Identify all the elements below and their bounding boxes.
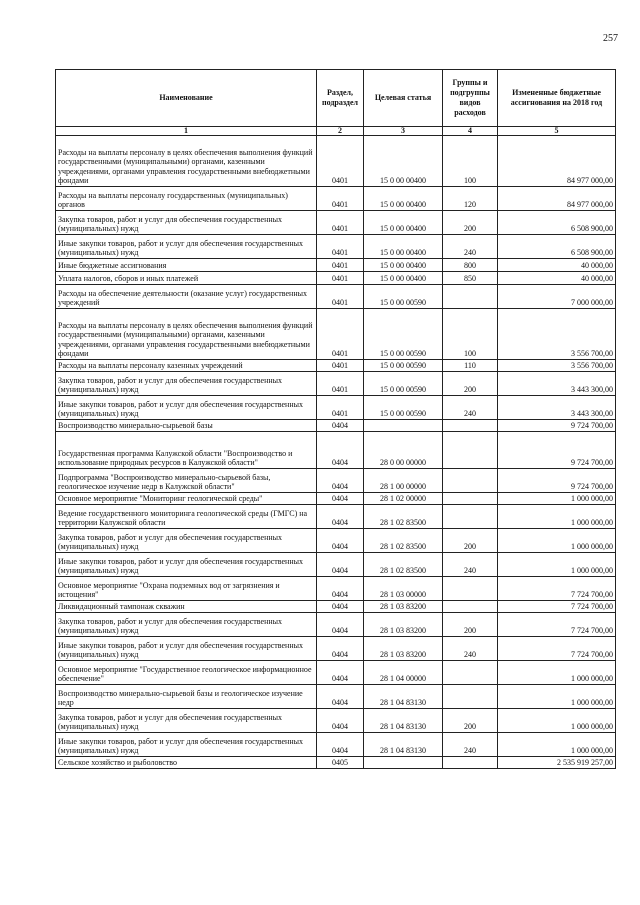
- table-row: [56, 577, 616, 601]
- row-group: 800: [443, 259, 498, 272]
- row-group: 240: [443, 553, 498, 577]
- row-amount: 9 724 700,00: [498, 469, 616, 493]
- row-group: 240: [443, 235, 498, 259]
- row-section: 0404: [317, 709, 364, 733]
- row-amount: 7 724 700,00: [498, 601, 616, 613]
- row-name: Расходы на выплаты персоналу в целях обеспечения выполнения функций государственными (муниципальными) органами, казенными учреждениями, органами управления государственными внебюджетными фондами: [56, 136, 317, 187]
- row-section: 0404: [317, 420, 364, 432]
- row-target: 15 0 00 00590: [364, 372, 443, 396]
- row-name: Расходы на выплаты персоналу казенных учреждений: [56, 360, 317, 372]
- row-group: [443, 757, 498, 769]
- row-name: Расходы на выплаты персоналу государственных (муниципальных) органов: [56, 187, 317, 211]
- row-amount: 1 000 000,00: [498, 553, 616, 577]
- table-row: [56, 309, 616, 360]
- row-group: 200: [443, 709, 498, 733]
- row-name: Иные бюджетные ассигнования: [56, 259, 317, 272]
- table-row: [56, 285, 616, 309]
- row-group: [443, 493, 498, 505]
- header-amount: Измененные бюджетные ассигнования на 2018 год: [498, 70, 616, 127]
- column-number: 2: [317, 127, 364, 136]
- row-target: 28 1 02 00000: [364, 493, 443, 505]
- column-number: 1: [56, 127, 317, 136]
- row-section: 0405: [317, 757, 364, 769]
- row-target: 28 1 03 83200: [364, 601, 443, 613]
- row-name: Сельское хозяйство и рыболовство: [56, 757, 317, 769]
- table-row: [56, 757, 616, 769]
- table-row: [56, 420, 616, 432]
- row-amount: 84 977 000,00: [498, 187, 616, 211]
- row-amount: 3 556 700,00: [498, 360, 616, 372]
- row-group: 240: [443, 637, 498, 661]
- row-name: Закупка товаров, работ и услуг для обеспечения государственных (муниципальных) нужд: [56, 211, 317, 235]
- row-group: 100: [443, 309, 498, 360]
- row-target: 15 0 00 00400: [364, 259, 443, 272]
- row-name: Иные закупки товаров, работ и услуг для обеспечения государственных (муниципальных) нужд: [56, 553, 317, 577]
- table-row: [56, 661, 616, 685]
- table-row: [56, 187, 616, 211]
- row-target: 15 0 00 00590: [364, 396, 443, 420]
- row-section: 0401: [317, 187, 364, 211]
- row-group: 200: [443, 529, 498, 553]
- row-section: 0404: [317, 505, 364, 529]
- row-section: 0404: [317, 469, 364, 493]
- row-amount: 1 000 000,00: [498, 661, 616, 685]
- header-groups: Группы и подгруппы видов расходов: [443, 70, 498, 127]
- row-target: 15 0 00 00400: [364, 211, 443, 235]
- row-target: 28 1 02 83500: [364, 505, 443, 529]
- row-amount: 1 000 000,00: [498, 733, 616, 757]
- table-row: [56, 259, 616, 272]
- row-amount: 40 000,00: [498, 259, 616, 272]
- row-group: [443, 432, 498, 469]
- header-row: [56, 70, 616, 127]
- row-section: 0401: [317, 272, 364, 285]
- row-section: 0404: [317, 661, 364, 685]
- row-name: Ведение государственного мониторинга геологической среды (ГМГС) на территории Калужской области: [56, 505, 317, 529]
- row-section: 0404: [317, 613, 364, 637]
- row-section: 0404: [317, 493, 364, 505]
- row-amount: 1 000 000,00: [498, 685, 616, 709]
- row-name: Подпрограмма "Воспроизводство минерально-сырьевой базы, геологическое изучение недр в Калужской области": [56, 469, 317, 493]
- row-name: Уплата налогов, сборов и иных платежей: [56, 272, 317, 285]
- row-section: 0404: [317, 733, 364, 757]
- row-section: 0401: [317, 211, 364, 235]
- row-target: 28 1 04 83130: [364, 709, 443, 733]
- row-group: 120: [443, 187, 498, 211]
- row-section: 0401: [317, 259, 364, 272]
- row-name: Государственная программа Калужской области "Воспроизводство и использование природных ресурсов в Калужской области": [56, 432, 317, 469]
- row-amount: 7 724 700,00: [498, 637, 616, 661]
- row-section: 0401: [317, 285, 364, 309]
- row-group: 200: [443, 372, 498, 396]
- header-target: Целевая статья: [364, 70, 443, 127]
- row-target: 28 1 00 00000: [364, 469, 443, 493]
- header-section: Раздел, подраздел: [317, 70, 364, 127]
- row-amount: 3 443 300,00: [498, 372, 616, 396]
- row-group: [443, 601, 498, 613]
- row-target: 15 0 00 00590: [364, 285, 443, 309]
- row-target: 15 0 00 00590: [364, 309, 443, 360]
- row-amount: 1 000 000,00: [498, 529, 616, 553]
- table-row: [56, 709, 616, 733]
- row-amount: 84 977 000,00: [498, 136, 616, 187]
- row-section: 0401: [317, 372, 364, 396]
- row-section: 0404: [317, 529, 364, 553]
- row-section: 0401: [317, 396, 364, 420]
- row-section: 0401: [317, 309, 364, 360]
- table-row: [56, 505, 616, 529]
- row-name: Расходы на выплаты персоналу в целях обеспечения выполнения функций государственными (муниципальными) органами, казенными учреждениями, органами управления государственными внебюджетными фондами: [56, 309, 317, 360]
- table-row: [56, 272, 616, 285]
- row-target: 28 0 00 00000: [364, 432, 443, 469]
- row-target: 28 1 03 83200: [364, 637, 443, 661]
- page-number: 257: [603, 33, 618, 44]
- row-amount: 7 724 700,00: [498, 613, 616, 637]
- budget-table: [55, 69, 616, 769]
- row-group: 240: [443, 733, 498, 757]
- row-amount: 7 724 700,00: [498, 577, 616, 601]
- row-target: 15 0 00 00400: [364, 235, 443, 259]
- row-name: Основное мероприятие "Мониторинг геологической среды": [56, 493, 317, 505]
- row-section: 0404: [317, 553, 364, 577]
- row-amount: 9 724 700,00: [498, 432, 616, 469]
- row-group: 200: [443, 211, 498, 235]
- row-group: 110: [443, 360, 498, 372]
- row-group: 200: [443, 613, 498, 637]
- row-amount: 1 000 000,00: [498, 505, 616, 529]
- row-target: 15 0 00 00400: [364, 187, 443, 211]
- table-row: [56, 613, 616, 637]
- row-target: 15 0 00 00400: [364, 272, 443, 285]
- row-name: Ликвидационный тампонаж скважин: [56, 601, 317, 613]
- table-row: [56, 372, 616, 396]
- row-name: Основное мероприятие "Охрана подземных вод от загрязнения и истощения": [56, 577, 317, 601]
- row-name: Закупка товаров, работ и услуг для обеспечения государственных (муниципальных) нужд: [56, 709, 317, 733]
- row-section: 0404: [317, 637, 364, 661]
- row-amount: 3 556 700,00: [498, 309, 616, 360]
- row-section: 0401: [317, 235, 364, 259]
- header-name: Наименование: [56, 70, 317, 127]
- table-row: [56, 211, 616, 235]
- table-row: [56, 360, 616, 372]
- column-number: 5: [498, 127, 616, 136]
- row-group: [443, 685, 498, 709]
- column-number: 3: [364, 127, 443, 136]
- row-amount: 40 000,00: [498, 272, 616, 285]
- row-section: 0404: [317, 685, 364, 709]
- table-row: [56, 601, 616, 613]
- row-target: 28 1 02 83500: [364, 529, 443, 553]
- row-group: [443, 420, 498, 432]
- row-target: [364, 757, 443, 769]
- table-row: [56, 529, 616, 553]
- table-row: [56, 469, 616, 493]
- row-name: Закупка товаров, работ и услуг для обеспечения государственных (муниципальных) нужд: [56, 613, 317, 637]
- row-name: Закупка товаров, работ и услуг для обеспечения государственных (муниципальных) нужд: [56, 529, 317, 553]
- column-number: 4: [443, 127, 498, 136]
- table-row: [56, 493, 616, 505]
- row-amount: 6 508 900,00: [498, 211, 616, 235]
- row-target: 28 1 04 00000: [364, 661, 443, 685]
- table-row: [56, 637, 616, 661]
- column-number-row: [56, 127, 616, 136]
- row-target: 28 1 04 83130: [364, 733, 443, 757]
- row-amount: 7 000 000,00: [498, 285, 616, 309]
- row-section: 0401: [317, 360, 364, 372]
- table-row: [56, 685, 616, 709]
- row-target: 28 1 04 83130: [364, 685, 443, 709]
- table-row: [56, 396, 616, 420]
- row-target: 28 1 03 00000: [364, 577, 443, 601]
- row-target: 15 0 00 00590: [364, 360, 443, 372]
- row-name: Иные закупки товаров, работ и услуг для обеспечения государственных (муниципальных) нужд: [56, 235, 317, 259]
- table-row: [56, 235, 616, 259]
- row-target: 15 0 00 00400: [364, 136, 443, 187]
- row-name: Основное мероприятие "Государственное геологическое информационное обеспечение": [56, 661, 317, 685]
- row-group: [443, 285, 498, 309]
- row-group: [443, 661, 498, 685]
- row-group: [443, 469, 498, 493]
- row-name: Воспроизводство минерально-сырьевой базы и геологическое изучение недр: [56, 685, 317, 709]
- table-row: [56, 136, 616, 187]
- table-row: [56, 432, 616, 469]
- row-name: Воспроизводство минерально-сырьевой базы: [56, 420, 317, 432]
- row-name: Иные закупки товаров, работ и услуг для обеспечения государственных (муниципальных) нужд: [56, 733, 317, 757]
- row-name: Расходы на обеспечение деятельности (оказание услуг) государственных учреждений: [56, 285, 317, 309]
- row-name: Иные закупки товаров, работ и услуг для обеспечения государственных (муниципальных) нужд: [56, 637, 317, 661]
- row-amount: 3 443 300,00: [498, 396, 616, 420]
- row-amount: 6 508 900,00: [498, 235, 616, 259]
- row-target: 28 1 03 83200: [364, 613, 443, 637]
- row-name: Иные закупки товаров, работ и услуг для обеспечения государственных (муниципальных) нужд: [56, 396, 317, 420]
- table-row: [56, 733, 616, 757]
- row-group: 100: [443, 136, 498, 187]
- row-target: 28 1 02 83500: [364, 553, 443, 577]
- row-section: 0404: [317, 577, 364, 601]
- row-target: [364, 420, 443, 432]
- row-group: [443, 577, 498, 601]
- row-section: 0404: [317, 601, 364, 613]
- row-amount: 1 000 000,00: [498, 493, 616, 505]
- row-name: Закупка товаров, работ и услуг для обеспечения государственных (муниципальных) нужд: [56, 372, 317, 396]
- row-group: [443, 505, 498, 529]
- row-amount: 1 000 000,00: [498, 709, 616, 733]
- row-group: 240: [443, 396, 498, 420]
- row-group: 850: [443, 272, 498, 285]
- table-row: [56, 553, 616, 577]
- table-body: [56, 136, 616, 769]
- row-section: 0404: [317, 432, 364, 469]
- row-amount: 9 724 700,00: [498, 420, 616, 432]
- row-section: 0401: [317, 136, 364, 187]
- row-amount: 2 535 919 257,00: [498, 757, 616, 769]
